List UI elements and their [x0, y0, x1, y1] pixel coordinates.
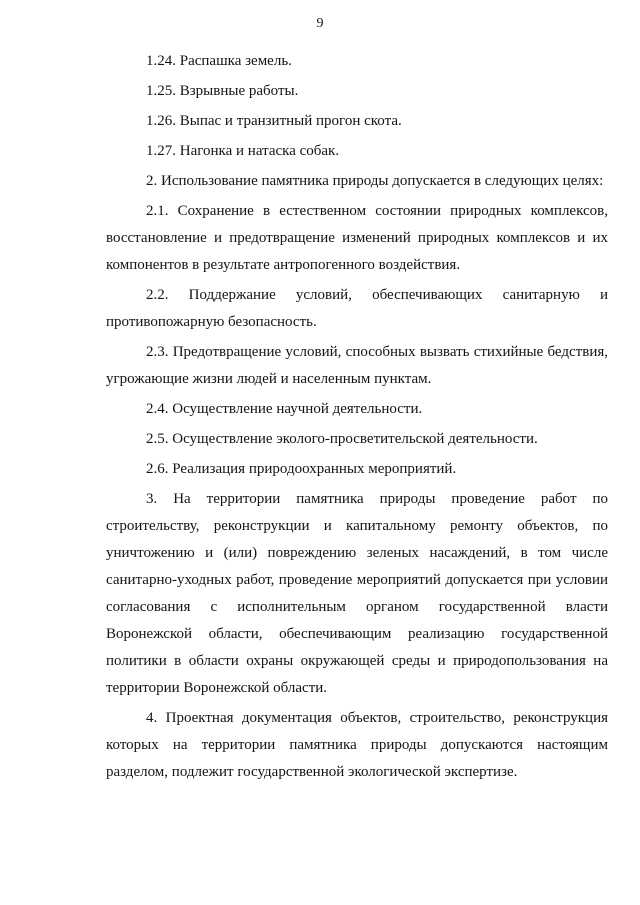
- list-item-1-24: 1.24. Распашка земель.: [146, 53, 292, 69]
- list-item-2-1: 2.1. Сохранение в естественном состоянии природных комплексов, восстановление и предотвращение изменений природных комплексов и их компонентов в результате антропогенного воздействия.: [106, 203, 608, 273]
- list-item-1-26: 1.26. Выпас и транзитный прогон скота.: [146, 113, 402, 129]
- page-number: 9: [316, 16, 324, 31]
- list-item-1-25: 1.25. Взрывные работы.: [146, 83, 299, 99]
- list-item-1-27: 1.27. Нагонка и натаска собак.: [146, 143, 340, 159]
- document-body: [106, 45, 608, 786]
- list-item-2-6: 2.6. Реализация природоохранных мероприятий.: [146, 461, 457, 477]
- section-2-intro: 2. Использование памятника природы допускается в следующих целях:: [146, 173, 604, 189]
- section-4-paragraph: 4. Проектная документация объектов, строительство, реконструкция которых на территории памятника природы допускаются настоящим разделом, подлежит государственной экологической экспертизе.: [106, 710, 608, 780]
- list-item-2-2: 2.2. Поддержание условий, обеспечивающих санитарную и противопожарную безопасность.: [106, 287, 608, 330]
- list-item-2-3: 2.3. Предотвращение условий, способных вызвать стихийные бедствия, угрожающие жизни людей и населенным пунктам.: [106, 344, 608, 387]
- list-item-2-5: 2.5. Осуществление эколого-просветительской деятельности.: [146, 431, 538, 447]
- section-3-paragraph: 3. На территории памятника природы проведение работ по строительству, реконструкции и капитальному ремонту объектов, по уничтожению и (или) повреждению зеленых насаждений, в том числе санитарно-уходных работ, проведение мероприятий допускается при условии согласования с исполнительным органом государственной власти Воронежской области, обеспечивающим реализацию государственной политики в области охраны окружающей среды и природопользования на территории Воронежской области.: [106, 491, 608, 696]
- list-item-2-4: 2.4. Осуществление научной деятельности.: [146, 401, 423, 417]
